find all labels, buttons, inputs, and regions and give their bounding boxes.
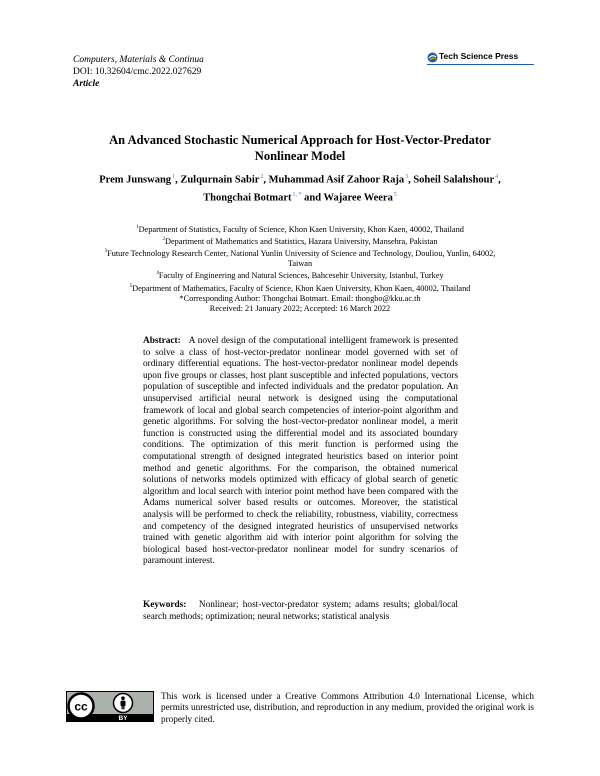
- license-text: This work is licensed under a Creative Commons Attribution 4.0 International License, which permits unrestricted use, distribution, and reproduction in any medium, provided the original work is properly cited.: [161, 691, 534, 724]
- author-separator: ,: [175, 174, 181, 186]
- affiliation-number: 5: [129, 283, 133, 289]
- affiliation-text: Future Technology Research Center, National Yunlin University of Science and Technology, Douliou, Yunlin, 64002,: [107, 248, 496, 258]
- received-dates: Received: 21 January 2022; Accepted: 16 March 2022: [209, 303, 391, 313]
- keywords-text: Nonlinear; host-vector-predator system; adams results; global/local search methods; optimization; neural networks; statistical analysis: [143, 600, 458, 622]
- affiliation-number: 4: [156, 271, 159, 277]
- corresponding-author: *Corresponding Author: Thongchai Botmart. Email: thongbo@kku.ac.th: [179, 293, 421, 303]
- publisher-underline: [427, 64, 534, 65]
- author-line-2: [60, 188, 540, 206]
- affiliation-text: Faculty of Engineering and Natural Sciences, Bahcesehir University, Istanbul, Turkey: [158, 271, 444, 281]
- author-name[interactable]: Prem Junswang: [99, 174, 172, 186]
- affiliation-text: Taiwan: [287, 259, 313, 269]
- affiliations: [60, 223, 540, 314]
- abstract-text: A novel design of the computational intelligent framework is presented to solve a class of host-vector-predator nonlinear model governed with set of ordinary differential equations. The host-vector-predator nonlinear model depends upon five groups or classes, host plant susceptible and infected populations, vectors population of susceptible and infected individuals and the predator population. An unsupervised artificial neural network is designed using the computational framework of local and global search competencies of interior-point algorithm and genetic algorithms. For solving the host-vector-predator nonlinear model, a merit function is constructed using the differential model and its associated boundary conditions. The optimization of this merit function is performed using the computational strength of designed integrated heuristics based on interior point method and genetic algorithms. For the comparison, the obtained numerical solutions of networks models optimized with efficacy of global search of genetic algorithm and local search with interior point method have been compared with the Adams numerical solver based results or outcomes. Moreover, the statistical analysis will be performed to check the reliability, robustness, viability, correctness and competency of the designed integrated heuristics of unsupervised networks trained with genetic algorithm aid with interior point algorithm for solving the biological based host-vector-predator nonlinear model for sundry scenarios of paramount interest.: [143, 336, 458, 567]
- author-separator: ,: [263, 174, 269, 186]
- affiliation-number: 1: [136, 225, 139, 230]
- affiliation-line: [60, 282, 540, 294]
- publisher-name: Tech Science Press: [439, 51, 519, 61]
- author-name[interactable]: Thongchai Botmart: [203, 192, 292, 203]
- publisher-logo[interactable]: [427, 49, 534, 67]
- author-name[interactable]: Zulqurnain Sabir: [180, 174, 260, 186]
- author-list: [60, 170, 540, 205]
- author-affiliation-mark: 5: [393, 191, 397, 198]
- affiliation-text: Department of Statistics, Faculty of Science, Khon Kaen University, Khon Kaen, 40002, Thailand: [138, 224, 464, 234]
- abstract: [143, 336, 458, 568]
- author-separator: and: [301, 192, 324, 203]
- affiliation-line: [60, 247, 540, 259]
- doi: DOI: 10.32604/cmc.2022.027629: [73, 67, 202, 77]
- keywords-label: Keywords:: [143, 600, 187, 610]
- affiliation-number: 2: [162, 237, 165, 243]
- abstract-label: Abstract:: [143, 336, 181, 346]
- svg-text:cc: cc: [74, 699, 88, 714]
- author-name[interactable]: Soheil Salahshour: [413, 174, 495, 186]
- affiliation-line: [60, 269, 540, 281]
- paper-title: [60, 132, 540, 164]
- affiliation-line: [60, 223, 540, 235]
- author-separator: ,: [408, 174, 414, 186]
- affiliation-text: Department of Mathematics and Statistics, Hazara University, Mansehra, Pakistan: [165, 236, 438, 246]
- author-name[interactable]: Wajaree Weera: [323, 192, 393, 203]
- affiliation-text: Department of Mathematics, Faculty of Science, Khon Kaen University, Khon Kaen, 40002, Thailand: [132, 283, 471, 293]
- author-affiliation-mark: 2: [260, 174, 264, 180]
- title-line-1: An Advanced Stochastic Numerical Approach for Host-Vector-Predator: [109, 133, 491, 147]
- title-line-2: Nonlinear Model: [254, 149, 346, 163]
- author-line-1: [60, 170, 540, 188]
- author-separator: ,: [498, 174, 501, 186]
- journal-name: Computers, Materials & Continua: [73, 55, 204, 65]
- publisher-emblem-icon: [427, 52, 438, 63]
- affiliation-line: [60, 259, 540, 269]
- cc-by-license-badge[interactable]: [66, 691, 154, 722]
- author-affiliation-mark: 1: [172, 174, 176, 180]
- author-name[interactable]: Muhammad Asif Zahoor Raja: [268, 174, 405, 186]
- author-affiliation-mark: 3: [405, 174, 409, 180]
- author-affiliation-mark: 4: [495, 174, 499, 180]
- article-type: Article: [73, 79, 100, 89]
- keywords: [143, 600, 458, 623]
- affiliation-line: [60, 235, 540, 247]
- cc-by-label: BY: [118, 715, 128, 722]
- affiliation-number: 3: [104, 249, 108, 255]
- author-affiliation-mark: 1, *: [292, 191, 302, 198]
